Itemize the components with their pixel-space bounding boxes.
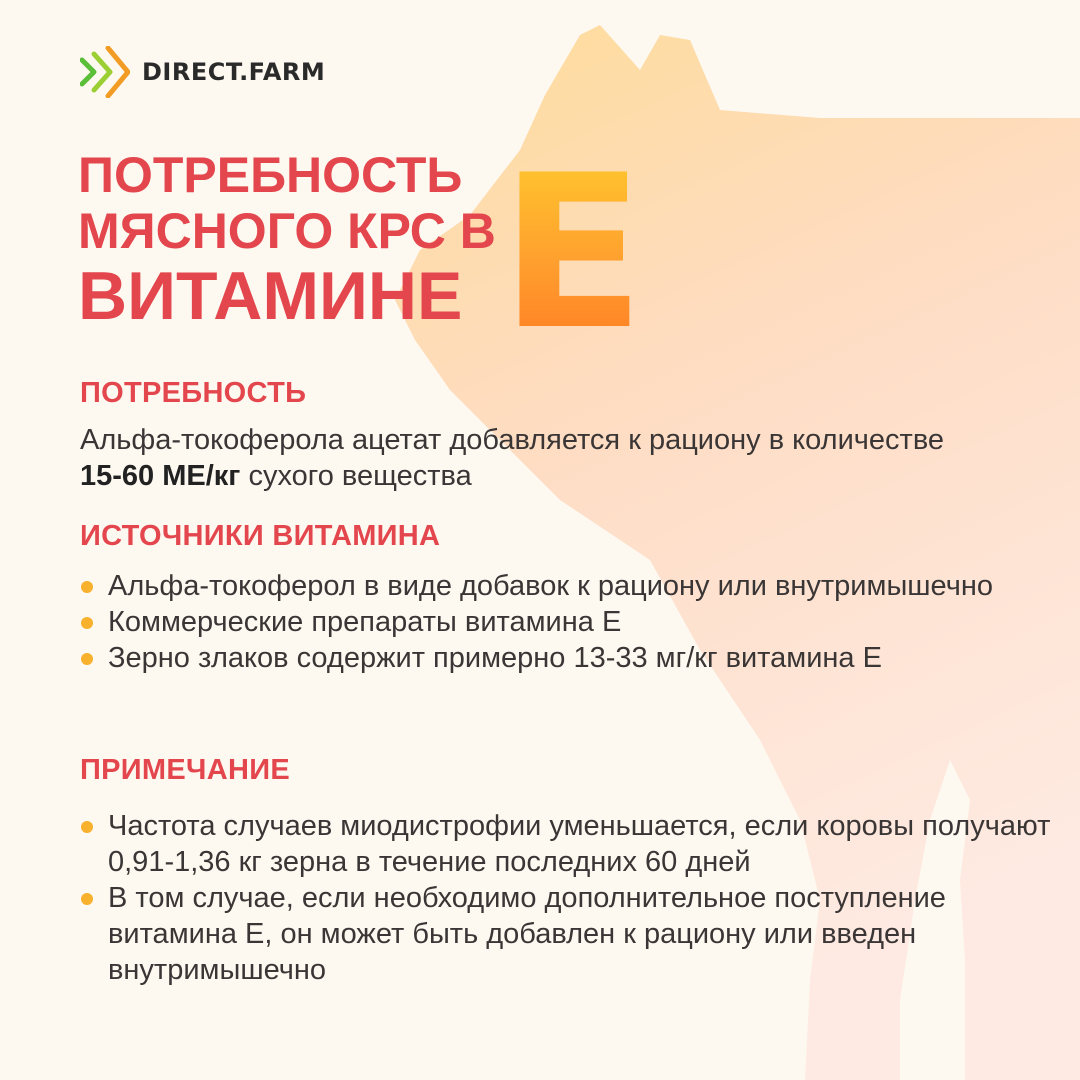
list-item-text: Альфа-токоферол в виде добавок к рациону или внутримышечно [108, 570, 993, 602]
need-text-after: сухого вещества [240, 460, 472, 492]
section-heading-need: ПОТРЕБНОСТЬ [80, 377, 307, 409]
list-item-text: В том случае, если необходимо дополнительное поступление витамина Е, он может быть добавлен к рациону или введен внутримышечно [108, 882, 946, 986]
list-item [80, 808, 1060, 880]
section-heading-note: ПРИМЕЧАНИЕ [80, 754, 290, 786]
section-heading-sources: ИСТОЧНИКИ ВИТАМИНА [80, 520, 441, 552]
bullet-dot-icon [81, 581, 93, 593]
brand-name: DIRECT.FARM [142, 58, 326, 86]
title-line-1: ПОТРЕБНОСТЬ [78, 147, 463, 203]
page-title [78, 147, 496, 334]
list-item [80, 568, 1060, 604]
list-item [80, 604, 1060, 640]
list-item-text: Частота случаев миодистрофии уменьшается, если коровы получают 0,91-1,36 кг зерна в течение последних 60 дней [108, 810, 1051, 878]
list-item [80, 880, 1060, 988]
need-text-before: Альфа-токоферола ацетат добавляется к рациону в количестве [80, 424, 945, 456]
bullet-dot-icon [81, 893, 93, 905]
note-list [80, 808, 1060, 988]
need-paragraph [80, 422, 980, 494]
list-item-text: Коммерческие препараты витамина Е [108, 606, 622, 638]
bullet-dot-icon [81, 653, 93, 665]
list-item-text: Зерно злаков содержит примерно 13-33 мг/кг витамина Е [108, 642, 882, 674]
double-chevron-icon [80, 46, 130, 98]
bullet-dot-icon [81, 617, 93, 629]
vitamin-letter: Е [500, 129, 645, 376]
sources-list [80, 568, 1060, 676]
brand-logo[interactable] [80, 46, 325, 98]
need-dosage: 15-60 МЕ/кг [80, 460, 241, 492]
title-line-3: ВИТАМИНЕ [78, 258, 463, 334]
bullet-dot-icon [81, 821, 93, 833]
list-item [80, 640, 1060, 676]
title-line-2: МЯСНОГО КРС В [78, 203, 496, 259]
